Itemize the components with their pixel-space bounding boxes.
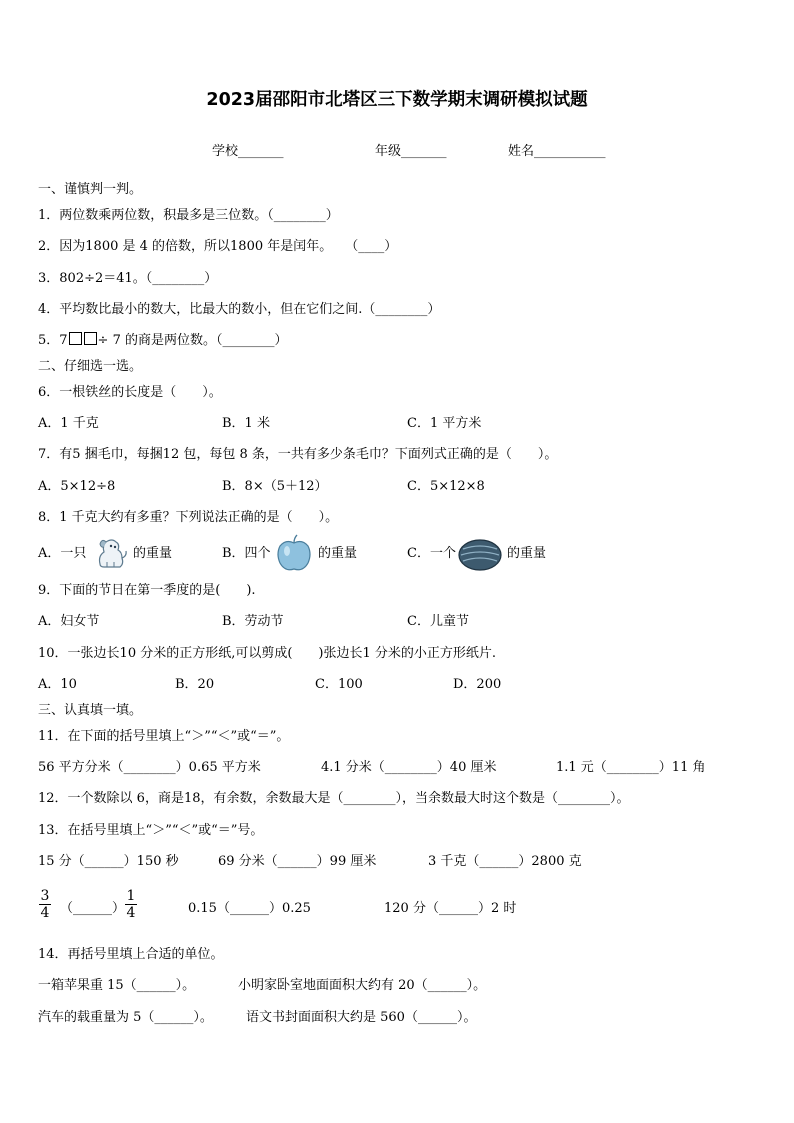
question-8-option-a-prefix: A．一只 bbox=[38, 546, 87, 561]
question-10: 10．一张边长10 分米的正方形纸,可以剪成( )张边长1 分米的小正方形纸片. bbox=[38, 646, 497, 661]
question-3: 3．802÷2＝41。（________） bbox=[38, 271, 218, 286]
question-8-option-c-suffix: 的重量 bbox=[507, 546, 547, 561]
fraction-one-quarter bbox=[125, 888, 137, 921]
fraction-three-quarters bbox=[39, 888, 51, 921]
fraction-numerator: 1 bbox=[126, 888, 136, 904]
question-5-suffix: ÷ 7 的商是两位数。（________） bbox=[97, 333, 288, 348]
question-11-part-a: 56 平方分米（________）0.65 平方米 bbox=[38, 760, 261, 775]
question-1: 1．两位数乘两位数，积最多是三位数。（________） bbox=[38, 208, 339, 223]
question-13-part-a: 15 分（______）150 秒 bbox=[38, 854, 179, 869]
question-11-part-b: 4.1 分米（________）40 厘米 bbox=[321, 760, 497, 775]
fraction-denominator: 4 bbox=[40, 905, 50, 921]
section-heading-2: 二、仔细选一选。 bbox=[38, 359, 143, 374]
question-11-part-c: 1.1 元（________）11 角 bbox=[556, 760, 706, 775]
question-5-prefix: 5．7 bbox=[38, 333, 68, 348]
question-7-option-c: C．5×12×8 bbox=[407, 479, 485, 494]
section-heading-1: 一、谨慎判一判。 bbox=[38, 182, 143, 197]
question-9-option-b: B．劳动节 bbox=[222, 614, 284, 629]
question-7-option-a: A．5×12÷8 bbox=[38, 479, 116, 494]
school-field: 学校_______ bbox=[212, 144, 284, 159]
fraction-numerator: 3 bbox=[40, 888, 50, 904]
question-4: 4．平均数比最小的数大，比最大的数小，但在它们之间.（________） bbox=[38, 302, 441, 317]
watermelon-icon bbox=[457, 537, 503, 573]
question-11: 11．在下面的括号里填上“＞”“＜”或“＝”。 bbox=[38, 729, 290, 744]
empty-box-icon bbox=[69, 332, 82, 345]
question-5 bbox=[38, 332, 287, 350]
question-8: 8．1 千克大约有多重？下列说法正确的是（ ）。 bbox=[38, 510, 339, 525]
question-8-option-b-prefix: B．四个 bbox=[222, 546, 271, 561]
question-13: 13．在括号里填上“＞”“＜”或“＝”号。 bbox=[38, 823, 264, 838]
question-9-option-c: C．儿童节 bbox=[407, 614, 469, 629]
question-6-option-a: A．1 千克 bbox=[38, 416, 99, 431]
question-8-option-b-suffix: 的重量 bbox=[318, 546, 358, 561]
question-9: 9．下面的节日在第一季度的是( ). bbox=[38, 583, 256, 598]
question-14-part-b: 小明家卧室地面面积大约有 20（______）。 bbox=[238, 978, 487, 993]
empty-box-icon bbox=[84, 332, 97, 345]
question-10-option-b: B．20 bbox=[175, 677, 215, 692]
question-6: 6．一根铁丝的长度是（ ）。 bbox=[38, 385, 222, 400]
question-14-part-d: 语文书封面面积大约是 560（______）。 bbox=[246, 1010, 477, 1025]
question-6-option-b: B．1 米 bbox=[222, 416, 270, 431]
question-14-part-c: 汽车的载重量为 5（______）。 bbox=[38, 1010, 213, 1025]
question-7-option-b: B．8×（5＋12） bbox=[222, 479, 328, 494]
grade-field: 年级_______ bbox=[375, 144, 447, 159]
dog-icon bbox=[92, 534, 130, 572]
apple-icon bbox=[274, 534, 314, 574]
question-8-option-c-prefix: C．一个 bbox=[407, 546, 456, 561]
page-title: 2023届邵阳市北塔区三下数学期末调研模拟试题 bbox=[206, 90, 588, 110]
question-8-option-a-suffix: 的重量 bbox=[133, 546, 173, 561]
question-10-option-a: A．10 bbox=[38, 677, 77, 692]
question-14-part-a: 一箱苹果重 15（______）。 bbox=[38, 978, 196, 993]
question-13-part-c: 3 千克（______）2800 克 bbox=[428, 854, 582, 869]
question-2: 2．因为1800 是 4 的倍数，所以1800 年是闰年。 （____） bbox=[38, 239, 398, 254]
question-14: 14．再括号里填上合适的单位。 bbox=[38, 947, 224, 962]
question-13-part-b: 69 分米（______）99 厘米 bbox=[218, 854, 377, 869]
question-13-part-f: 120 分（______）2 时 bbox=[384, 901, 517, 916]
section-heading-3: 三、认真填一填。 bbox=[38, 703, 143, 718]
question-10-option-c: C．100 bbox=[315, 677, 363, 692]
question-9-option-a: A．妇女节 bbox=[38, 614, 100, 629]
question-10-option-d: D．200 bbox=[453, 677, 502, 692]
question-7: 7．有5 捆毛巾，每捆12 包，每包 8 条，一共有多少条毛巾？下面列式正确的是（ ）。 bbox=[38, 447, 558, 462]
question-13-part-d-blank: （______） bbox=[60, 901, 126, 916]
question-6-option-c: C．1 平方米 bbox=[407, 416, 482, 431]
name-field: 姓名___________ bbox=[508, 144, 606, 159]
question-13-part-e: 0.15（______）0.25 bbox=[188, 901, 311, 916]
question-12: 12．一个数除以 6，商是18，有余数，余数最大是（________），当余数最大时这个数是（________）。 bbox=[38, 791, 630, 806]
fraction-denominator: 4 bbox=[126, 905, 136, 921]
